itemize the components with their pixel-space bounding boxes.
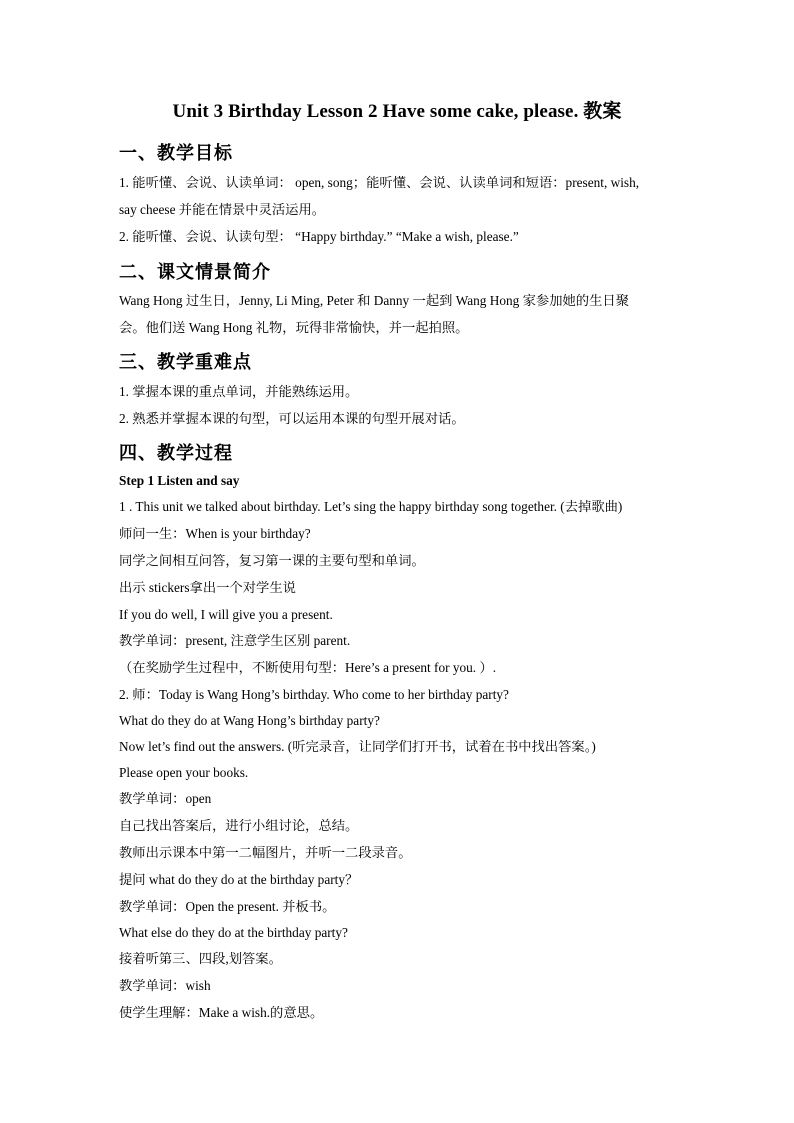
paragraph-line: 教学单词：present, 注意学生区别 parent. <box>119 633 351 648</box>
paragraph-line: 2. 熟悉并掌握本课的句型，可以运用本课的句型开展对话。 <box>119 411 465 426</box>
paragraph-line: 2. 师：Today is Wang Hong’s birthday. Who come to her birthday party? <box>119 687 509 702</box>
paragraph-line: 教学单词：open <box>119 791 212 806</box>
paragraph-line: Wang Hong 过生日，Jenny, Li Ming, Peter 和 Danny 一起到 Wang Hong 家参加她的生日聚 <box>119 293 629 308</box>
paragraph-line: 教学单词：wish <box>119 978 211 993</box>
paragraph-line: 2. 能听懂、会说、认读句型： “Happy birthday.” “Make a wish, please.” <box>119 229 519 244</box>
section-heading-objectives: 一、教学目标 <box>119 143 233 164</box>
paragraph-line: 教师出示课本中第一二幅图片，并听一二段录音。 <box>119 845 412 860</box>
paragraph-line: Please open your books. <box>119 765 249 780</box>
paragraph-line: 提问 what do they do at the birthday party？ <box>119 872 359 887</box>
paragraph-line: What do they do at Wang Hong’s birthday party? <box>119 713 380 728</box>
paragraph-line: 教学单词：Open the present. 并板书。 <box>119 899 336 914</box>
section-heading-keypoints: 三、教学重难点 <box>119 352 252 373</box>
paragraph-line: 会。他们送 Wang Hong 礼物，玩得非常愉快，并一起拍照。 <box>119 320 469 335</box>
paragraph-line: If you do well, I will give you a present. <box>119 607 333 622</box>
paragraph-line: 1 . This unit we talked about birthday. Let’s sing the happy birthday song together. (去掉歌曲) <box>119 499 623 514</box>
paragraph-line: 接着听第三、四段,划答案。 <box>119 951 282 966</box>
paragraph-line: 1. 掌握本课的重点单词，并能熟练运用。 <box>119 384 359 399</box>
paragraph-line: 出示 stickers拿出一个对学生说 <box>119 580 296 595</box>
paragraph-line: 使学生理解：Make a wish.的意思。 <box>119 1005 324 1020</box>
section-heading-context: 二、课文情景简介 <box>119 262 271 283</box>
paragraph-line: 师问一生：When is your birthday? <box>119 526 311 541</box>
paragraph-line: 自己找出答案后，进行小组讨论，总结。 <box>119 818 359 833</box>
paragraph-line: say cheese 并能在情景中灵活运用。 <box>119 202 326 217</box>
paragraph-line: Now let’s find out the answers. (听完录音，让同学们打开书，试着在书中找出答案。) <box>119 739 596 754</box>
paragraph-line: （在奖励学生过程中，不断使用句型：Here’s a present for you. ）. <box>119 660 497 675</box>
paragraph-line: What else do they do at the birthday party? <box>119 925 348 940</box>
section-heading-process: 四、教学过程 <box>119 443 233 464</box>
paragraph-line: 同学之间相互问答，复习第一课的主要句型和单词。 <box>119 553 425 568</box>
paragraph-line: 1. 能听懂、会说、认读单词： open, song；能听懂、会说、认读单词和短语：present, wish, <box>119 175 640 190</box>
document-title: Unit 3 Birthday Lesson 2 Have some cake, please. 教案 <box>172 101 622 122</box>
step-heading: Step 1 Listen and say <box>119 473 240 488</box>
